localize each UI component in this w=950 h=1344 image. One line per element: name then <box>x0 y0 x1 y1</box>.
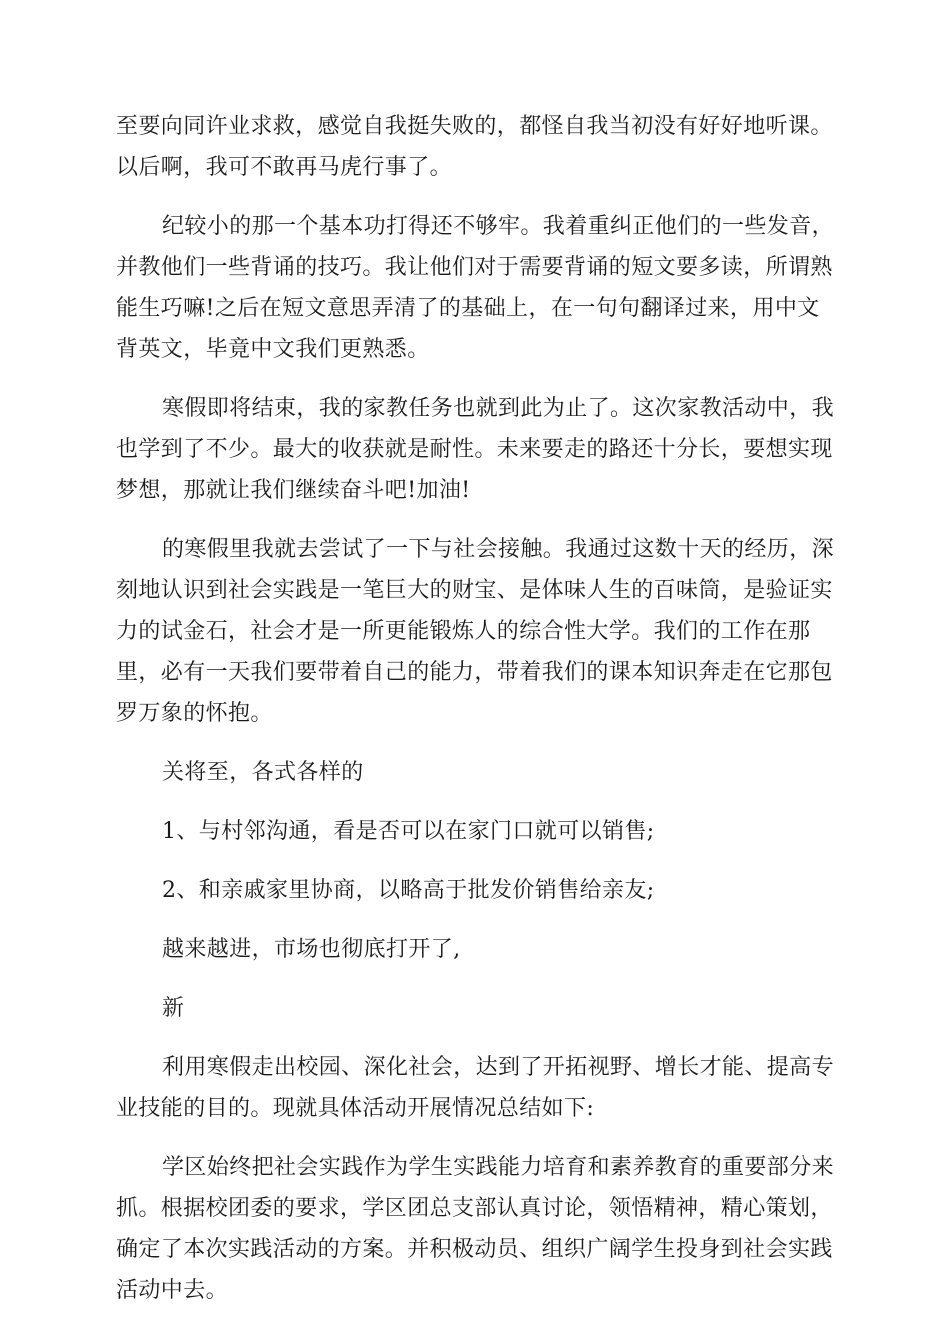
document-body <box>116 106 836 1329</box>
paragraph-8: 利用寒假走出校园、深化社会，达到了开拓视野、增长才能、提高专业技能的目的。现就具体活动开展情况总结如下: <box>116 1055 835 1121</box>
paragraph-6: 越来越进，市场也彻底打开了, <box>162 937 461 962</box>
paragraph-1: 至要向同许业求救，感觉自我挺失败的，都怪自我当初没有好好地听课。以后啊，我可不敢再马虎行事了。 <box>116 114 833 180</box>
paragraph-2: 纪较小的那一个基本功打得还不够牢。我着重纠正他们的一些发音，并教他们一些背诵的技巧。我让他们对于需要背诵的短文要多读，所谓熟能生巧嘛!之后在短文意思弄清了的基础上，在一句句翻译过来，用中文背英文，毕竟中文我们更熟悉。 <box>116 214 835 362</box>
paragraph-9: 学区始终把社会实践作为学生实践能力培育和素养教育的重要部分来抓。根据校团委的要求，学区团总支部认真讨论，领悟精神，精心策划，确定了本次实践活动的方案。并积极动员、组织广阔学生投身到社会实践活动中去。 <box>116 1155 835 1303</box>
paragraph-3: 寒假即将结束，我的家教任务也就到此为止了。这次家教活动中，我也学到了不少。最大的收获就是耐性。未来要走的路还十分长，要想实现梦想，那就让我们继续奋斗吧!加油! <box>116 396 835 503</box>
list-item-2: 2、和亲戚家里协商，以略高于批发价销售给亲友; <box>162 878 655 903</box>
paragraph-7: 新 <box>162 996 185 1021</box>
list-item-1: 1、与村邻沟通，看是否可以在家门口就可以销售; <box>162 819 655 844</box>
paragraph-4: 的寒假里我就去尝试了一下与社会接触。我通过这数十天的经历，深刻地认识到社会实践是一笔巨大的财宝、是体味人生的百味筒，是验证实力的试金石，社会才是一所更能锻炼人的综合性大学。我们的工作在那里，必有一天我们要带着自己的能力，带着我们的课本知识奔走在它那包罗万象的怀抱。 <box>116 537 835 726</box>
paragraph-5: 关将至，各式各样的 <box>162 760 364 785</box>
